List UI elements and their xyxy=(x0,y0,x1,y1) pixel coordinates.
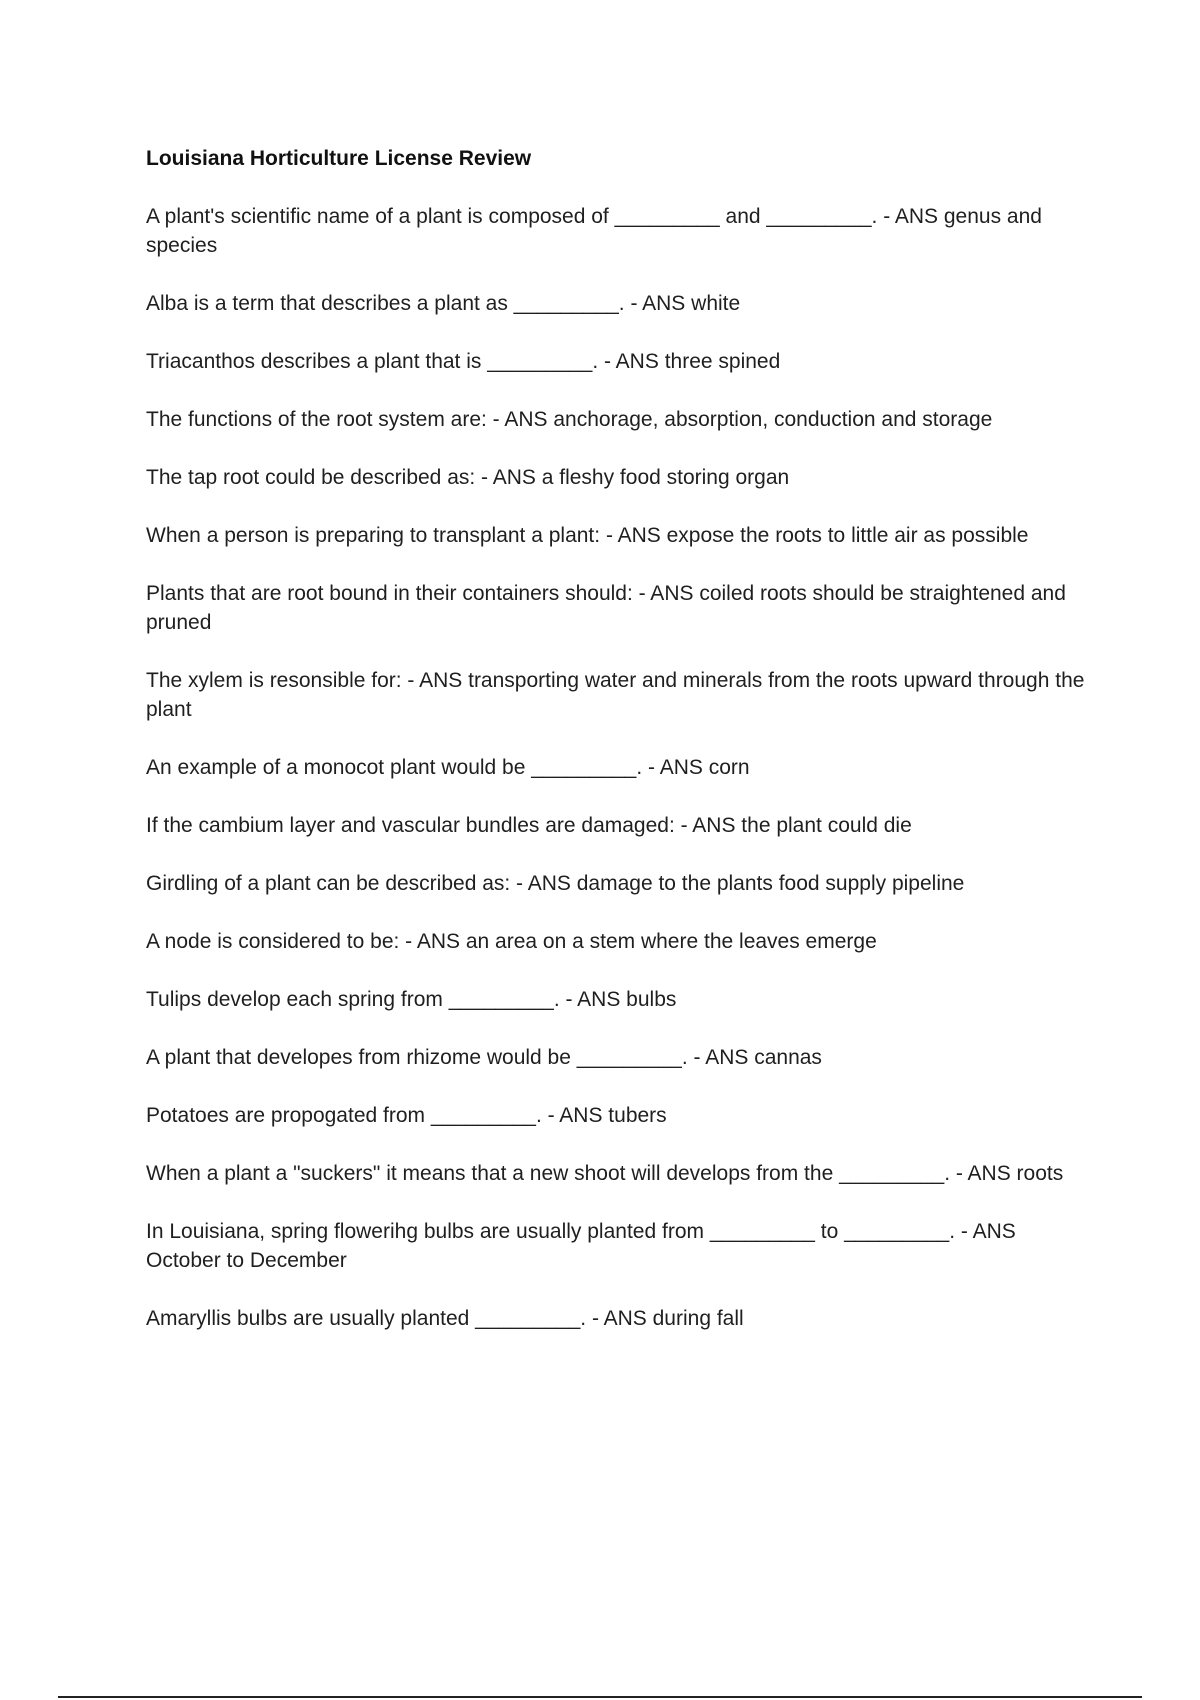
qa-item-9: An example of a monocot plant would be _________. - ANS corn xyxy=(146,756,750,779)
qa-item-1: A plant's scientific name of a plant is composed of _________ and _________. - ANS genus and species xyxy=(146,205,1042,257)
qa-item-10: If the cambium layer and vascular bundles are damaged: - ANS the plant could die xyxy=(146,814,912,837)
qa-item-12: A node is considered to be: - ANS an area on a stem where the leaves emerge xyxy=(146,930,877,953)
qa-item-15: Potatoes are propogated from _________. - ANS tubers xyxy=(146,1104,667,1127)
qa-item-16: When a plant a "suckers" it means that a new shoot will develops from the _________. - ANS roots xyxy=(146,1162,1064,1185)
question-answer-list xyxy=(146,202,1086,1362)
qa-item-5: The tap root could be described as: - ANS a fleshy food storing organ xyxy=(146,466,790,489)
qa-item-18: Amaryllis bulbs are usually planted _________. - ANS during fall xyxy=(146,1307,744,1330)
qa-item-13: Tulips develop each spring from _________. - ANS bulbs xyxy=(146,988,677,1011)
page-footer-divider xyxy=(58,1696,1142,1698)
qa-item-14: A plant that developes from rhizome would be _________. - ANS cannas xyxy=(146,1046,822,1069)
qa-item-8: The xylem is resonsible for: - ANS transporting water and minerals from the roots upward through the plant xyxy=(146,669,1085,721)
qa-item-17: In Louisiana, spring flowerihg bulbs are usually planted from _________ to _________. - ANS October to December xyxy=(146,1220,1016,1272)
qa-item-3: Triacanthos describes a plant that is _________. - ANS three spined xyxy=(146,350,781,373)
qa-item-2: Alba is a term that describes a plant as _________. - ANS white xyxy=(146,292,741,315)
qa-item-7: Plants that are root bound in their containers should: - ANS coiled roots should be straightened and pruned xyxy=(146,582,1066,634)
document-title: Louisiana Horticulture License Review xyxy=(146,147,532,170)
qa-item-6: When a person is preparing to transplant a plant: - ANS expose the roots to little air as possible xyxy=(146,524,1029,547)
qa-item-11: Girdling of a plant can be described as: - ANS damage to the plants food supply pipeline xyxy=(146,872,965,895)
qa-item-4: The functions of the root system are: - ANS anchorage, absorption, conduction and storage xyxy=(146,408,993,431)
